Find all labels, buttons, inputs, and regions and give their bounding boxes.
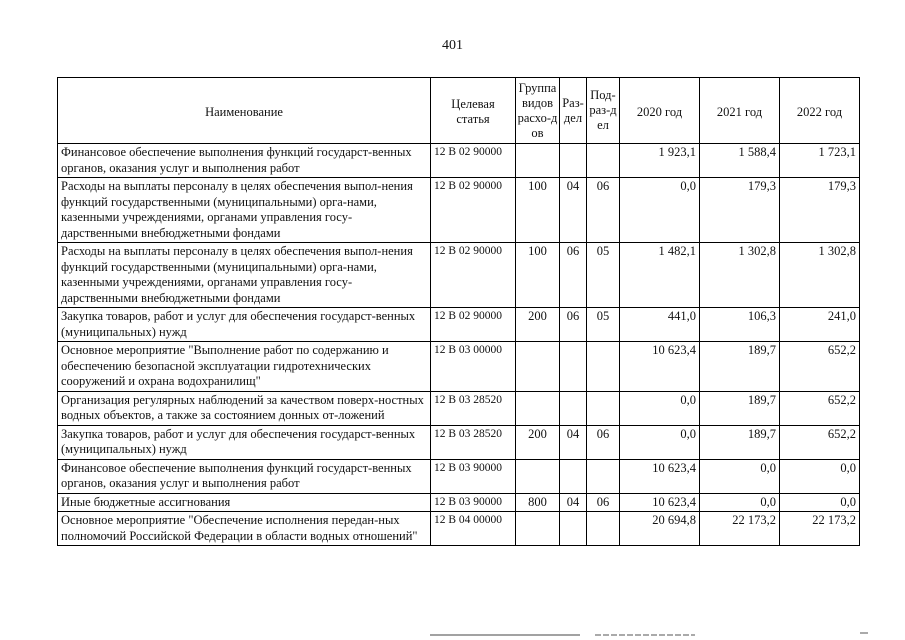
cell-2022: 652,2 xyxy=(780,391,860,425)
cell-2022: 652,2 xyxy=(780,342,860,392)
cell-section xyxy=(560,144,587,178)
cell-subsection xyxy=(587,512,620,546)
cell-name: Расходы на выплаты персоналу в целях обеспечения выпол-нения функций государственными (муниципальными) орга-нами, казенными учреждениями, органами управления госу-дарственными внебюджетными фондами xyxy=(58,178,431,243)
cell-subsection xyxy=(587,459,620,493)
cell-target-article: 12 В 04 00000 xyxy=(431,512,516,546)
cell-expense-group: 800 xyxy=(516,493,560,512)
cell-subsection: 05 xyxy=(587,243,620,308)
header-subsection: Под-раз-дел xyxy=(587,78,620,144)
header-year-2021: 2021 год xyxy=(700,78,780,144)
cell-expense-group: 200 xyxy=(516,425,560,459)
cell-2022: 179,3 xyxy=(780,178,860,243)
cell-section xyxy=(560,512,587,546)
cell-target-article: 12 В 03 28520 xyxy=(431,425,516,459)
table-row xyxy=(58,425,860,459)
header-target-article: Целевая статья xyxy=(431,78,516,144)
header-year-2020: 2020 год xyxy=(620,78,700,144)
cell-expense-group: 100 xyxy=(516,178,560,243)
cell-section xyxy=(560,342,587,392)
cell-name: Расходы на выплаты персоналу в целях обеспечения выпол-нения функций государственными (муниципальными) орга-нами, казенными учреждениями, органами управления госу-дарственными внебюджетными фондами xyxy=(58,243,431,308)
cell-expense-group xyxy=(516,342,560,392)
cell-section xyxy=(560,459,587,493)
cell-2022: 1 302,8 xyxy=(780,243,860,308)
scan-artifact xyxy=(430,631,870,637)
table-row xyxy=(58,308,860,342)
cell-2021: 0,0 xyxy=(700,459,780,493)
cell-2020: 0,0 xyxy=(620,391,700,425)
cell-name: Закупка товаров, работ и услуг для обеспечения государст-венных (муниципальных) нужд xyxy=(58,425,431,459)
cell-section: 04 xyxy=(560,178,587,243)
cell-target-article: 12 В 03 00000 xyxy=(431,342,516,392)
cell-target-article: 12 В 02 90000 xyxy=(431,308,516,342)
cell-subsection xyxy=(587,391,620,425)
cell-subsection xyxy=(587,144,620,178)
cell-2020: 10 623,4 xyxy=(620,493,700,512)
cell-2021: 1 588,4 xyxy=(700,144,780,178)
cell-expense-group xyxy=(516,512,560,546)
header-row xyxy=(58,78,860,144)
cell-target-article: 12 В 03 90000 xyxy=(431,493,516,512)
cell-expense-group xyxy=(516,144,560,178)
cell-name: Основное мероприятие "Выполнение работ по содержанию и обеспечению безопасной эксплуатации гидротехнических сооружений и охрана водохранилищ" xyxy=(58,342,431,392)
cell-target-article: 12 В 03 90000 xyxy=(431,459,516,493)
cell-subsection xyxy=(587,342,620,392)
cell-expense-group xyxy=(516,459,560,493)
cell-subsection: 06 xyxy=(587,425,620,459)
cell-section: 06 xyxy=(560,243,587,308)
cell-expense-group: 100 xyxy=(516,243,560,308)
cell-2020: 0,0 xyxy=(620,425,700,459)
cell-name: Основное мероприятие "Обеспечение исполнения передан-ных полномочий Российской Федерации в области водных отношений" xyxy=(58,512,431,546)
cell-target-article: 12 В 02 90000 xyxy=(431,144,516,178)
cell-target-article: 12 В 03 28520 xyxy=(431,391,516,425)
cell-name: Финансовое обеспечение выполнения функций государст-венных органов, оказания услуг и выполнения работ xyxy=(58,144,431,178)
cell-subsection: 06 xyxy=(587,178,620,243)
header-expense-group: Группа видов расхо-дов xyxy=(516,78,560,144)
cell-2020: 441,0 xyxy=(620,308,700,342)
table-row xyxy=(58,144,860,178)
cell-2020: 10 623,4 xyxy=(620,459,700,493)
cell-2020: 20 694,8 xyxy=(620,512,700,546)
cell-2020: 1 482,1 xyxy=(620,243,700,308)
cell-section xyxy=(560,391,587,425)
cell-target-article: 12 В 02 90000 xyxy=(431,178,516,243)
cell-2022: 0,0 xyxy=(780,493,860,512)
cell-2021: 22 173,2 xyxy=(700,512,780,546)
cell-2022: 1 723,1 xyxy=(780,144,860,178)
table-row xyxy=(58,459,860,493)
table-row xyxy=(58,243,860,308)
cell-section: 04 xyxy=(560,493,587,512)
table-row xyxy=(58,391,860,425)
header-section: Раз-дел xyxy=(560,78,587,144)
cell-2021: 189,7 xyxy=(700,391,780,425)
header-name: Наименование xyxy=(58,78,431,144)
table-row xyxy=(58,342,860,392)
cell-2021: 189,7 xyxy=(700,342,780,392)
cell-2022: 0,0 xyxy=(780,459,860,493)
cell-subsection: 05 xyxy=(587,308,620,342)
cell-name: Закупка товаров, работ и услуг для обеспечения государст-венных (муниципальных) нужд xyxy=(58,308,431,342)
cell-2021: 1 302,8 xyxy=(700,243,780,308)
cell-2021: 106,3 xyxy=(700,308,780,342)
cell-name: Финансовое обеспечение выполнения функций государст-венных органов, оказания услуг и выполнения работ xyxy=(58,459,431,493)
cell-2022: 652,2 xyxy=(780,425,860,459)
cell-2020: 0,0 xyxy=(620,178,700,243)
table-row xyxy=(58,493,860,512)
cell-section: 04 xyxy=(560,425,587,459)
cell-2022: 22 173,2 xyxy=(780,512,860,546)
cell-2021: 179,3 xyxy=(700,178,780,243)
cell-name: Иные бюджетные ассигнования xyxy=(58,493,431,512)
cell-name: Организация регулярных наблюдений за качеством поверх-ностных водных объектов, а также за состоянием донных от-ложений xyxy=(58,391,431,425)
cell-2021: 0,0 xyxy=(700,493,780,512)
table-row xyxy=(58,512,860,546)
budget-table xyxy=(57,77,860,546)
table-row xyxy=(58,178,860,243)
header-year-2022: 2022 год xyxy=(780,78,860,144)
cell-section: 06 xyxy=(560,308,587,342)
cell-2020: 1 923,1 xyxy=(620,144,700,178)
cell-expense-group xyxy=(516,391,560,425)
cell-2022: 241,0 xyxy=(780,308,860,342)
page-number: 401 xyxy=(442,38,463,53)
cell-subsection: 06 xyxy=(587,493,620,512)
cell-2020: 10 623,4 xyxy=(620,342,700,392)
cell-target-article: 12 В 02 90000 xyxy=(431,243,516,308)
cell-expense-group: 200 xyxy=(516,308,560,342)
cell-2021: 189,7 xyxy=(700,425,780,459)
